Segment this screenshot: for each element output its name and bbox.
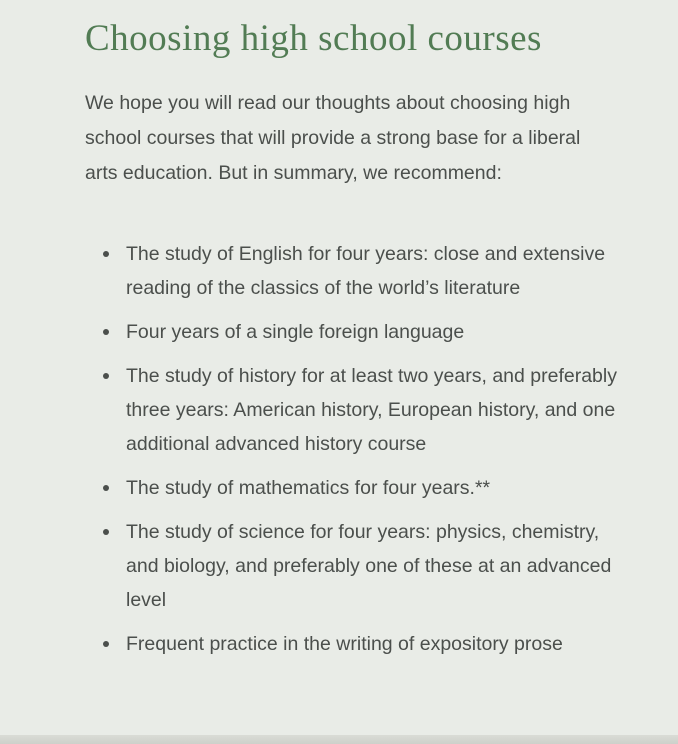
bullet-icon	[103, 251, 109, 257]
list-item-text: The study of history for at least two years, and preferably three years: American history, European history, and one additional advanced history course	[126, 365, 617, 455]
list-item	[85, 515, 618, 617]
list-item	[85, 237, 618, 305]
bottom-edge-shadow	[0, 735, 678, 744]
recommendations-list	[85, 237, 618, 661]
list-item	[85, 359, 618, 461]
bullet-icon	[103, 485, 109, 491]
list-item	[85, 627, 618, 661]
bullet-icon	[103, 641, 109, 647]
bullet-icon	[103, 373, 109, 379]
list-item	[85, 315, 618, 349]
list-item-text: Frequent practice in the writing of expository prose	[126, 633, 563, 655]
list-item-text: Four years of a single foreign language	[126, 321, 465, 343]
list-item-text: The study of science for four years: physics, chemistry, and biology, and preferably one of these at an advanced level	[126, 521, 612, 611]
list-item-text: The study of English for four years: close and extensive reading of the classics of the world’s literature	[126, 243, 606, 299]
intro-paragraph: We hope you will read our thoughts about choosing high school courses that will provide a strong base for a liberal arts education. But in summary, we recommend:	[85, 92, 581, 184]
list-item-text: The study of mathematics for four years.**	[126, 477, 491, 499]
page-title: Choosing high school courses	[85, 18, 542, 59]
list-item	[85, 471, 618, 505]
bullet-icon	[103, 529, 109, 535]
bullet-icon	[103, 329, 109, 335]
